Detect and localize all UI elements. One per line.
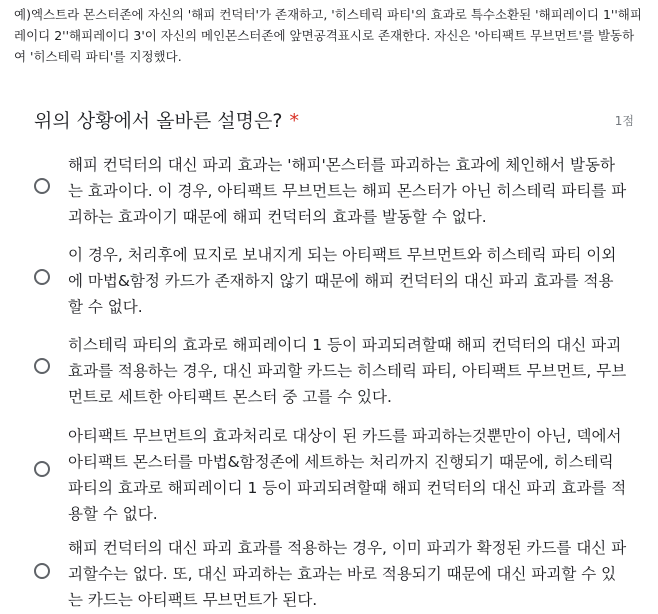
option-label: 히스테릭 파티의 효과로 해피레이디 1 등이 파괴되려할때 해피 컨덕터의 대신 파괴 효과를 적용하는 경우, 대신 파괴할 카드는 히스테릭 파티, 아티팩트 무브먼트, 무브먼트로 세트한 아티팩트 몬스터 중 고를 수 있다. bbox=[68, 336, 627, 406]
radio-button-icon[interactable] bbox=[34, 269, 50, 285]
radio-button-icon[interactable] bbox=[34, 178, 50, 194]
option-label: 해피 컨덕터의 대신 파괴 효과를 적용하는 경우, 이미 파괴가 확정된 카드를 대신 파괴할수는 없다. 또, 대신 파괴하는 효과는 바로 적용되기 때문에 대신 파괴할 수 있는 카드는 아티팩트 무브먼트가 된다. bbox=[68, 539, 627, 609]
option-label: 아티팩트 무브먼트의 효과처리로 대상이 된 카드를 파괴하는것뿐만이 아닌, 덱에서 아티팩트 몬스터를 마법&함정존에 세트하는 처리까지 진행되기 때문에, 히스테릭 파티의 효과로 해피레이디 1 등이 파괴되려할때 해피 컨덕터의 대신 파괴 효과를 적용할 수 없다. bbox=[68, 427, 627, 523]
option-label: 해피 컨덕터의 대신 파괴 효과는 '해피'몬스터를 파괴하는 효과에 체인해서 발동하는 효과이다. 이 경우, 아티팩트 무브먼트는 해피 몬스터가 아닌 히스테릭 파티를 파괴하는 효과이기 때문에 해피 컨덕터의 효과를 발동할 수 없다. bbox=[68, 156, 627, 226]
answer-option-4[interactable] bbox=[34, 425, 634, 523]
option-label: 이 경우, 처리후에 묘지로 보내지게 되는 아티팩트 무브먼트와 히스테릭 파티 이외에 마법&함정 카드가 존재하지 않기 때문에 해피 컨덕터의 대신 파괴 효과를 적용할 수 없다. bbox=[68, 246, 617, 316]
radio-button-icon[interactable] bbox=[34, 358, 50, 374]
required-asterisk: * bbox=[289, 110, 300, 132]
radio-button-icon[interactable] bbox=[34, 461, 50, 477]
answer-option-1[interactable] bbox=[34, 154, 634, 226]
answer-option-2[interactable] bbox=[34, 244, 634, 316]
answer-option-3[interactable] bbox=[34, 334, 634, 406]
scenario-text: 예)엑스트라 몬스터존에 자신의 '해피 컨덕터'가 존재하고, '히스테릭 파티'의 효과로 특수소환된 '해피레이디 1''해피레이디 2''해피레이디 3'이 자신의 메인몬스터존에 앞면공격표시로 존재한다. 자신은 '아티팩트 무브먼트'를 발동하여 '히스테릭 파티'를 지정했다. bbox=[14, 7, 642, 64]
points-label: 1점 bbox=[614, 114, 634, 128]
scenario-description bbox=[14, 4, 646, 67]
question-header bbox=[34, 106, 634, 136]
question-title: 위의 상황에서 올바른 설명은? bbox=[34, 110, 283, 132]
answer-option-5[interactable] bbox=[34, 537, 634, 609]
radio-button-icon[interactable] bbox=[34, 563, 50, 579]
